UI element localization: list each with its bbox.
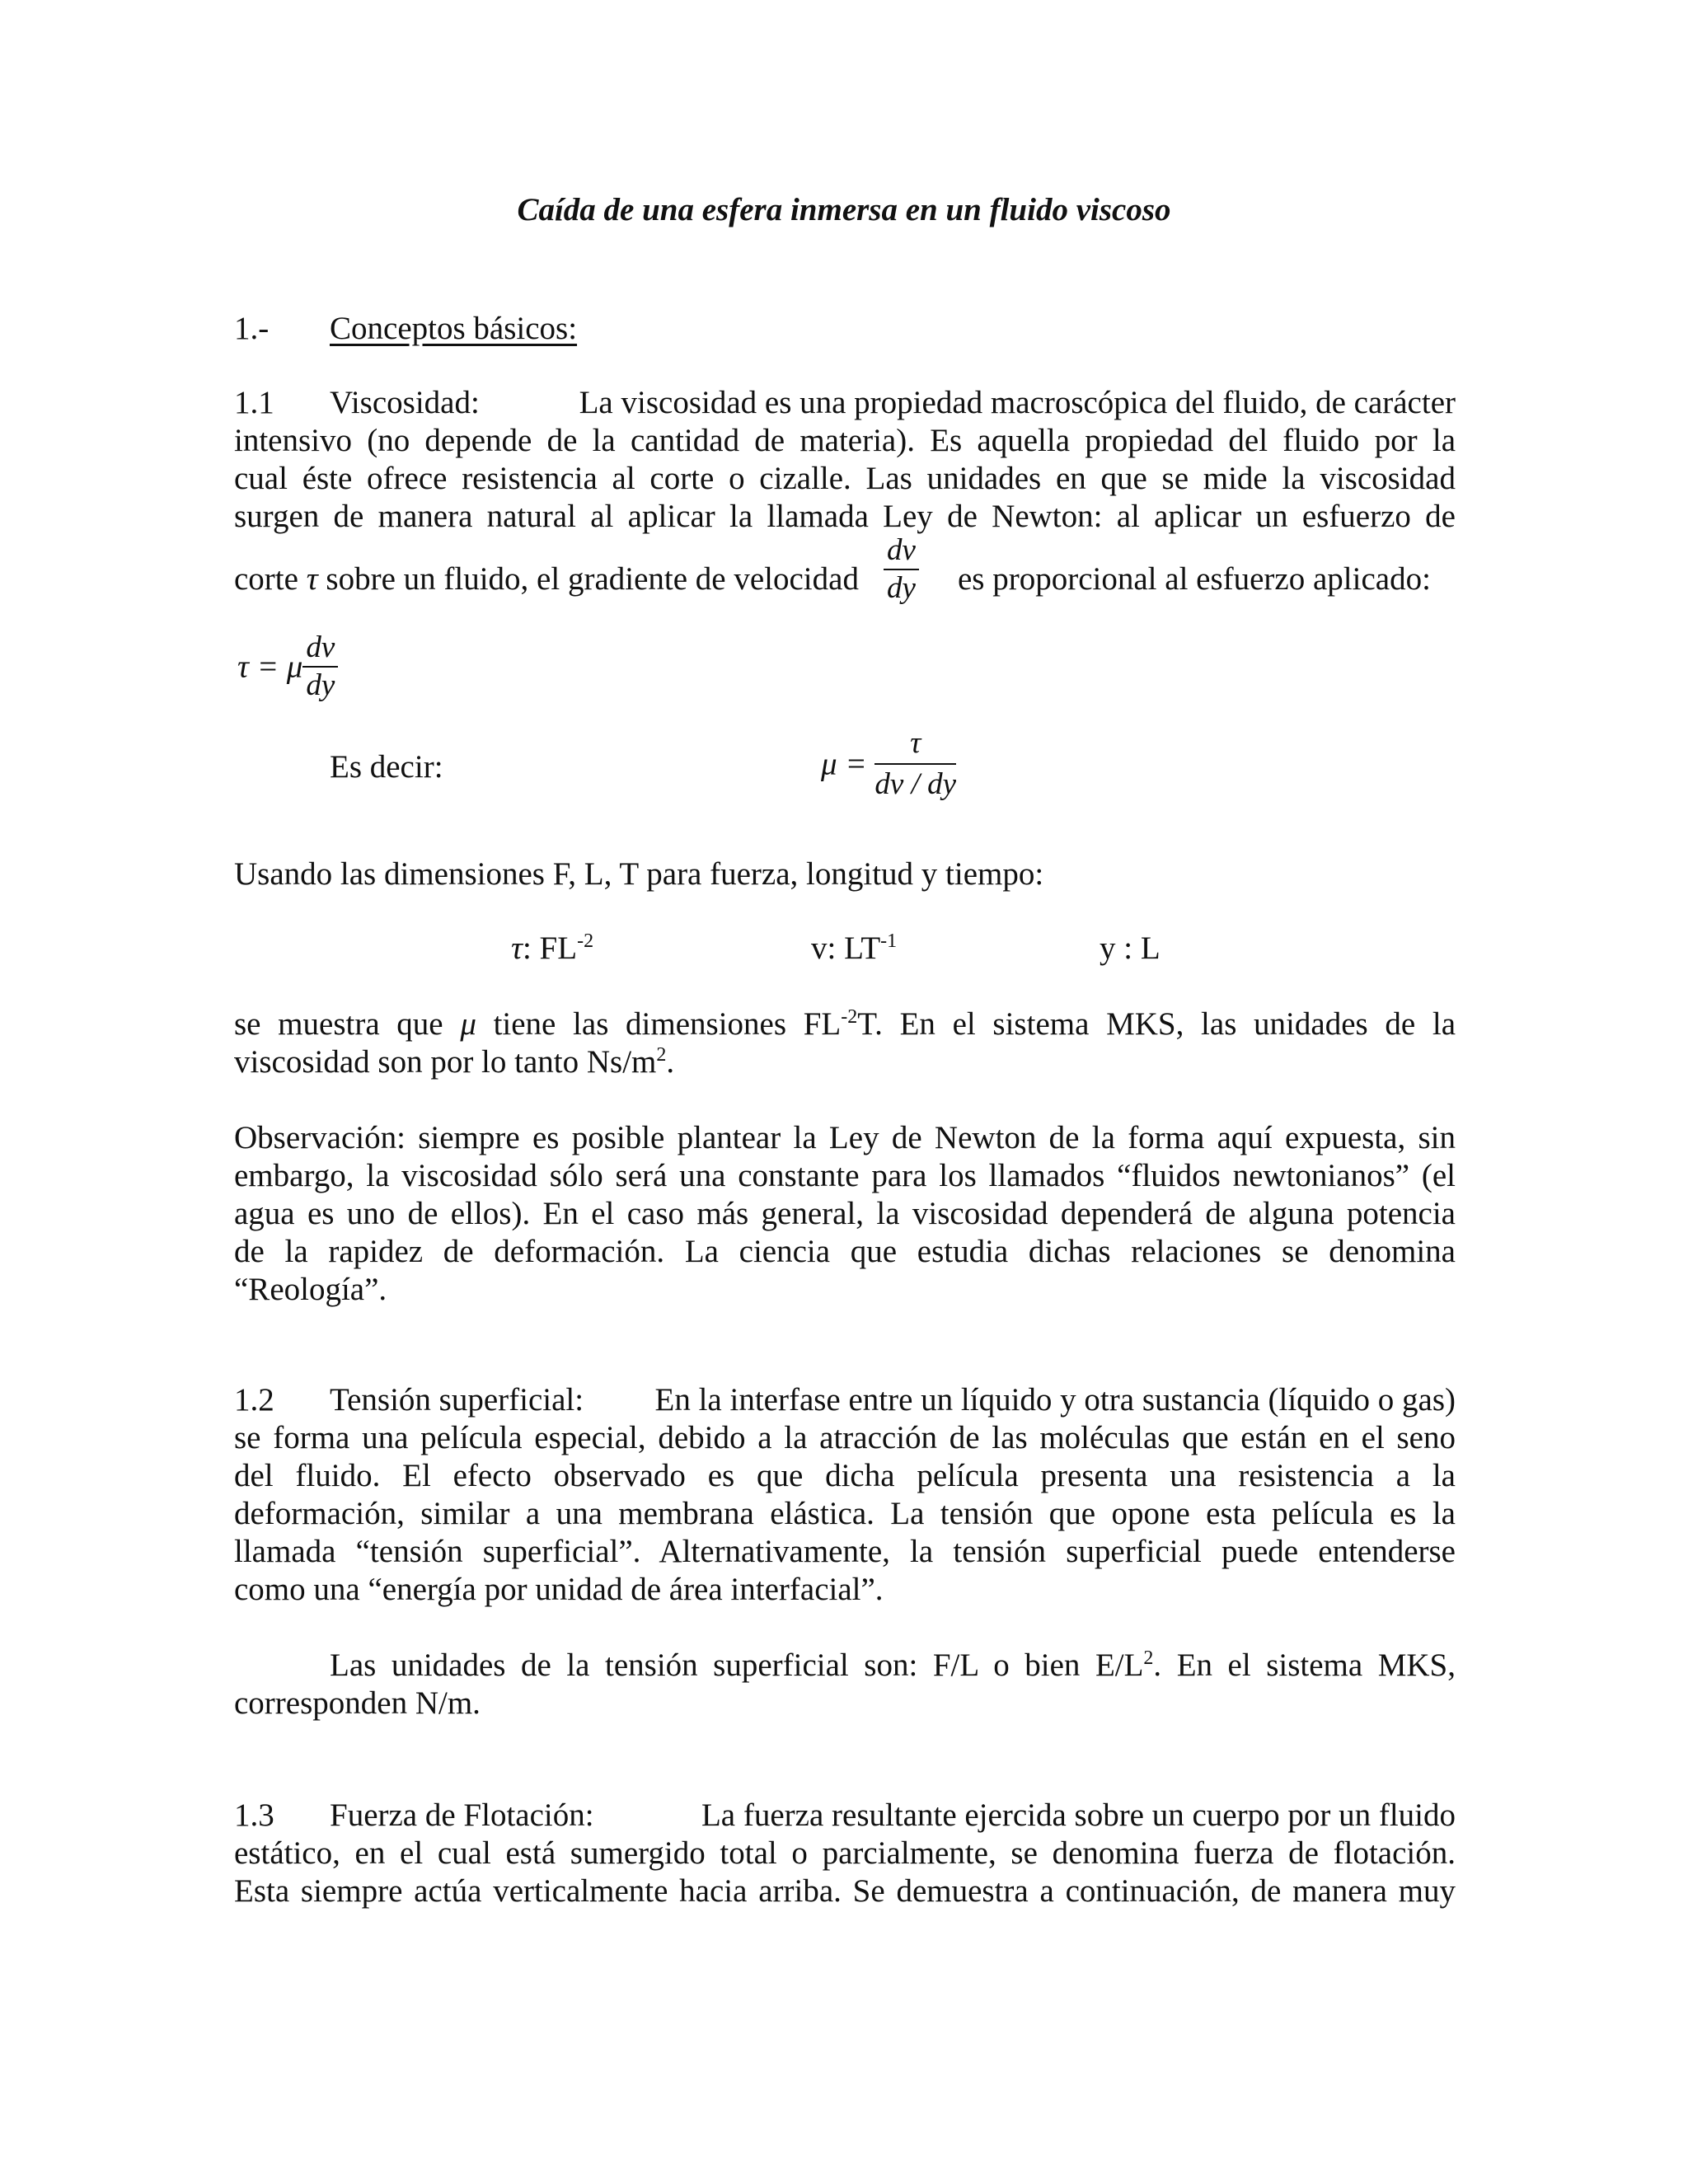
exponent: 2 <box>1143 1647 1154 1669</box>
observation-line4: de la rapidez de deformación. La ciencia que estudia dichas relaciones se denomina <box>234 1234 1456 1269</box>
s12-line5: llamada “tensión superficial”. Alternativamente, la tensión superficial puede entenderse <box>234 1534 1456 1569</box>
s12-line4: deformación, similar a una membrana elástica. La tensión que opone esta película es la <box>234 1496 1456 1531</box>
text: se muestra que <box>234 1006 443 1042</box>
equation-lhs: τ = μ <box>237 649 303 685</box>
fraction-numerator: dv <box>884 534 919 570</box>
s12-line1-text: En la interfase entre un líquido y otra sustancia (líquido o gas) <box>654 1382 1456 1418</box>
mks-units-line <box>234 1043 1456 1081</box>
s13-line3: Esta siempre actúa verticalmente hacia arriba. Se demuestra a continuación, de manera muy <box>234 1873 1456 1909</box>
text: Las unidades de la tensión superficial son: F/L o bien E/L <box>330 1647 1144 1683</box>
text-corte: corte <box>234 561 298 597</box>
exponent: -1 <box>880 930 898 952</box>
text: tiene las dimensiones FL <box>493 1006 842 1042</box>
dimension-tau <box>511 930 593 967</box>
equation-denominator: dy <box>306 668 335 702</box>
s11-line1 <box>234 384 1456 422</box>
text: T. En el sistema MKS, las unidades de la <box>857 1006 1456 1042</box>
section-1-heading <box>234 310 1456 348</box>
exponent: -2 <box>577 930 594 952</box>
subsection-number: 1.2 <box>234 1382 274 1418</box>
s12-units-line2: corresponden N/m. <box>234 1685 481 1721</box>
subsection-title: Tensión superficial: <box>330 1382 584 1418</box>
equation2-denominator: dv / dy <box>874 767 957 801</box>
subsection-title: Viscosidad: <box>330 385 480 420</box>
text: . <box>666 1044 675 1080</box>
dimension-v-text: v: LT <box>811 930 881 966</box>
s11-line1-text: La viscosidad es una propiedad macroscópica del fluido, de carácter <box>579 385 1456 420</box>
exponent: 2 <box>656 1044 667 1066</box>
equation2-lhs: μ = <box>821 746 867 782</box>
tau-symbol: τ <box>511 930 523 966</box>
document-title: Caída de una esfera inmersa en un fluido viscoso <box>517 192 1171 227</box>
s13-line2: estático, en el cual está sumergido total o parcialmente, se denomina fuerza de flotación. <box>234 1835 1456 1871</box>
exponent: -2 <box>841 1006 858 1028</box>
subsection-number: 1.3 <box>234 1797 274 1833</box>
equation2-numerator: τ <box>874 725 956 765</box>
dimension-v <box>811 930 897 967</box>
mu-dimensions-line <box>234 1005 1456 1043</box>
gradient-fraction <box>884 534 919 605</box>
equation-viscosity <box>821 725 956 803</box>
tau-symbol: τ <box>306 561 318 597</box>
text-gradient: sobre un fluido, el gradiente de velocidad <box>326 561 859 597</box>
fraction-denominator: dy <box>887 571 916 605</box>
s11-line5-end: es proporcional al esfuerzo aplicado: <box>958 561 1431 597</box>
es-decir-label: Es decir: <box>330 749 443 785</box>
s12-units-line1 <box>330 1647 1456 1685</box>
observation-line3: agua es uno de ellos). En el caso más general, la viscosidad dependerá de alguna potencia <box>234 1196 1456 1231</box>
s12-line6: como una “energía por unidad de área interfacial”. <box>234 1572 884 1607</box>
s11-line5-start <box>234 560 859 598</box>
equation-newton-law <box>237 631 338 702</box>
subsection-number: 1.1 <box>234 385 274 420</box>
dimension-y: y : L <box>1100 930 1160 966</box>
s11-line2: intensivo (no depende de la cantidad de materia). Es aquella propiedad del fluido por la <box>234 423 1456 458</box>
section-number: 1.- <box>234 311 270 346</box>
text: . En el sistema MKS, <box>1153 1647 1456 1683</box>
s12-line2: se forma una película especial, debido a la atracción de las moléculas que están en el seno <box>234 1420 1456 1455</box>
mu-symbol: μ <box>460 1006 476 1042</box>
s12-line3: del fluido. El efecto observado es que dicha película presenta una resistencia a la <box>234 1458 1456 1493</box>
text: viscosidad son por lo tanto Ns/m <box>234 1044 657 1080</box>
subsection-title: Fuerza de Flotación: <box>330 1797 594 1833</box>
s13-line1 <box>234 1797 1456 1835</box>
dimensions-intro: Usando las dimensiones F, L, T para fuerza, longitud y tiempo: <box>234 856 1044 892</box>
s11-line4: surgen de manera natural al aplicar la llamada Ley de Newton: al aplicar un esfuerzo de <box>234 499 1456 534</box>
s13-line1-text: La fuerza resultante ejercida sobre un cuerpo por un fluido <box>701 1797 1456 1833</box>
s11-line3: cual éste ofrece resistencia al corte o cizalle. Las unidades en que se mide la viscosidad <box>234 461 1456 496</box>
s12-line1 <box>234 1381 1456 1419</box>
equation-numerator: dv <box>302 631 338 668</box>
observation-line2: embargo, la viscosidad sólo será una constante para los llamados “fluidos newtonianos” (el <box>234 1158 1456 1193</box>
observation-line1: Observación: siempre es posible plantear la Ley de Newton de la forma aquí expuesta, sin <box>234 1120 1456 1155</box>
observation-line5: “Reología”. <box>234 1272 387 1307</box>
section-title: Conceptos básicos: <box>330 311 578 346</box>
dimension-tau-text: : FL <box>522 930 578 966</box>
